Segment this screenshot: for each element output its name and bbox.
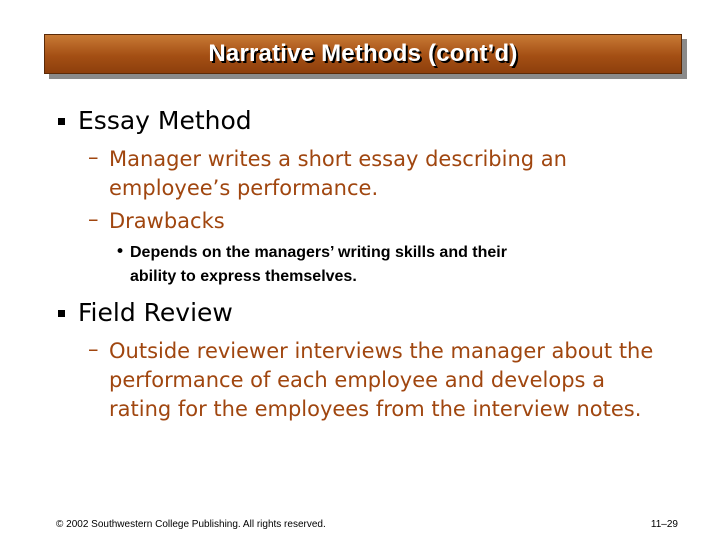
slide-title: Narrative Methods (cont’d) — [208, 40, 518, 67]
essay-description-line2: employee’s performance. — [109, 176, 379, 200]
footer-copyright: © 2002 Southwestern College Publishing. All rights reserved. — [56, 519, 326, 530]
field-description-line2: performance of each employee and develops a — [109, 368, 606, 392]
essay-heading: Essay Method — [78, 106, 252, 135]
essay-description-line1: Manager writes a short essay describing an — [109, 147, 567, 171]
field-heading: Field Review — [78, 298, 233, 327]
dot-bullet-icon: • — [115, 242, 126, 262]
field-description-line3: rating for the employees from the interview notes. — [109, 397, 642, 421]
square-bullet-icon — [58, 118, 65, 125]
title-bar — [44, 34, 682, 74]
drawbacks-label: Drawbacks — [109, 209, 225, 233]
drawback-line2: ability to express themselves. — [130, 268, 357, 285]
page-number: 11–29 — [650, 519, 678, 530]
drawback-line1: Depends on the managers’ writing skills and their — [130, 244, 507, 261]
dash-bullet-icon: – — [88, 145, 99, 169]
dash-bullet-icon: – — [88, 207, 99, 231]
square-bullet-icon — [58, 310, 65, 317]
field-description-line1: Outside reviewer interviews the manager about the — [109, 339, 654, 363]
dash-bullet-icon: – — [88, 337, 99, 361]
